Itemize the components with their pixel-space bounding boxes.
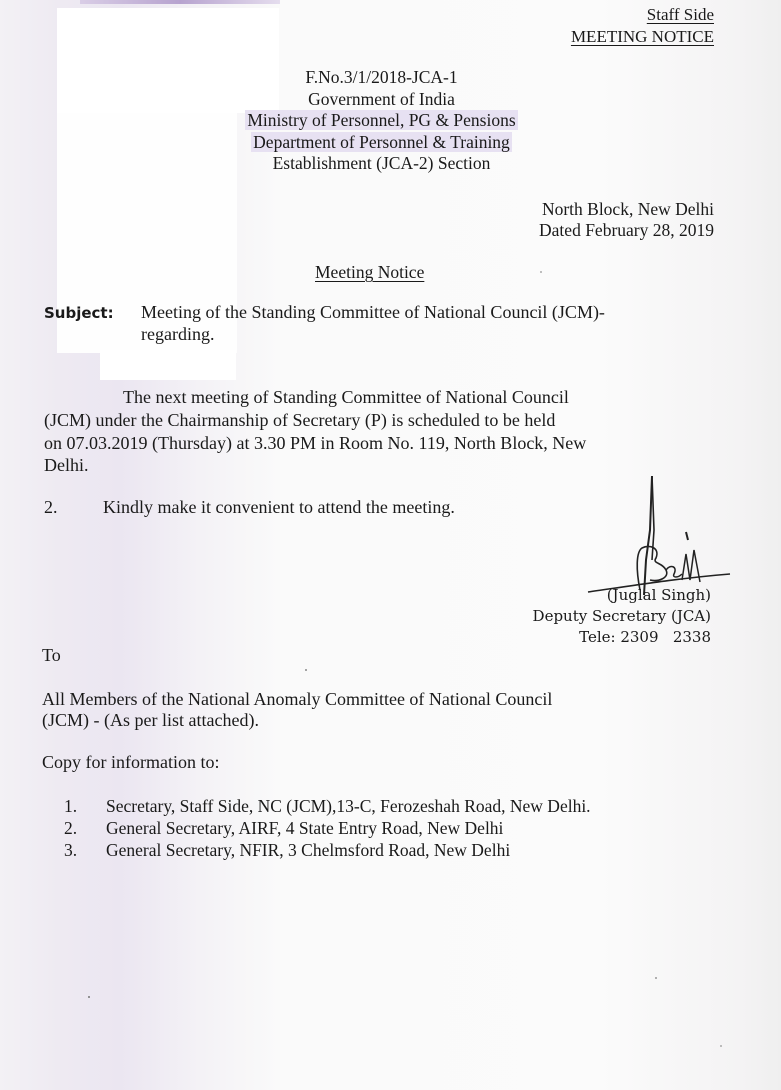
copy-item-number: 3. bbox=[64, 840, 78, 860]
para1-line-4: Delhi. bbox=[44, 455, 89, 475]
scan-speck bbox=[88, 996, 90, 998]
signatory-designation: Deputy Secretary (JCA) bbox=[532, 607, 711, 625]
redaction-patch bbox=[100, 350, 236, 380]
scan-edge-band bbox=[80, 0, 280, 4]
para2-number: 2. bbox=[44, 497, 58, 517]
scan-speck bbox=[305, 669, 307, 671]
addressee-line-2: (JCM) - (As per list attached). bbox=[42, 710, 259, 730]
copy-item-text: General Secretary, NFIR, 3 Chelmsford Road, New Delhi bbox=[106, 840, 511, 860]
copy-item-number: 2. bbox=[64, 818, 78, 838]
section-line: Establishment (JCA-2) Section bbox=[272, 153, 491, 173]
notice-title: Meeting Notice bbox=[315, 262, 425, 282]
department-line: Department of Personnel & Training bbox=[253, 131, 510, 152]
copy-item-number: 1. bbox=[64, 796, 78, 816]
subject-line-1: Meeting of the Standing Committee of National Council (JCM)- bbox=[141, 302, 605, 322]
place: North Block, New Delhi bbox=[541, 199, 714, 219]
signatory-name: (Juglal Singh) bbox=[606, 586, 711, 604]
copy-list-item bbox=[64, 819, 503, 838]
government-line: Government of India bbox=[308, 88, 455, 109]
copy-list-item bbox=[64, 841, 510, 860]
meeting-notice-caps: MEETING NOTICE bbox=[570, 27, 714, 46]
subject-label: Subject: bbox=[44, 304, 114, 322]
staff-side-label: Staff Side bbox=[646, 5, 714, 24]
copy-item-text: General Secretary, AIRF, 4 State Entry Road, New Delhi bbox=[106, 818, 504, 838]
signature-icon bbox=[570, 470, 740, 600]
para1-line-2: (JCM) under the Chairmanship of Secretary (P) is scheduled to be held bbox=[44, 410, 556, 430]
para1-line-3: on 07.03.2019 (Thursday) at 3.30 PM in Room No. 119, North Block, New bbox=[44, 433, 587, 453]
file-number: F.No.3/1/2018-JCA-1 bbox=[305, 67, 458, 87]
scan-speck bbox=[655, 977, 657, 979]
addressee-line-1: All Members of the National Anomaly Committee of National Council bbox=[42, 689, 553, 709]
subject-line-2: regarding. bbox=[141, 324, 215, 344]
scan-speck bbox=[720, 1045, 722, 1047]
copy-label: Copy for information to: bbox=[42, 752, 220, 772]
letterhead bbox=[0, 67, 772, 175]
signatory-telephone: Tele: 2309 2338 bbox=[579, 628, 711, 646]
ministry-line: Ministry of Personnel, PG & Pensions bbox=[247, 110, 516, 130]
copy-list-item bbox=[64, 797, 591, 816]
copy-item-text: Secretary, Staff Side, NC (JCM),13-C, Ferozeshah Road, New Delhi. bbox=[106, 796, 591, 816]
para2-text: Kindly make it convenient to attend the meeting. bbox=[103, 497, 455, 517]
para1-line-1: The next meeting of Standing Committee of National Council bbox=[123, 387, 569, 407]
to-label: To bbox=[42, 645, 61, 665]
scan-speck bbox=[540, 271, 542, 273]
date: Dated February 28, 2019 bbox=[539, 220, 714, 240]
